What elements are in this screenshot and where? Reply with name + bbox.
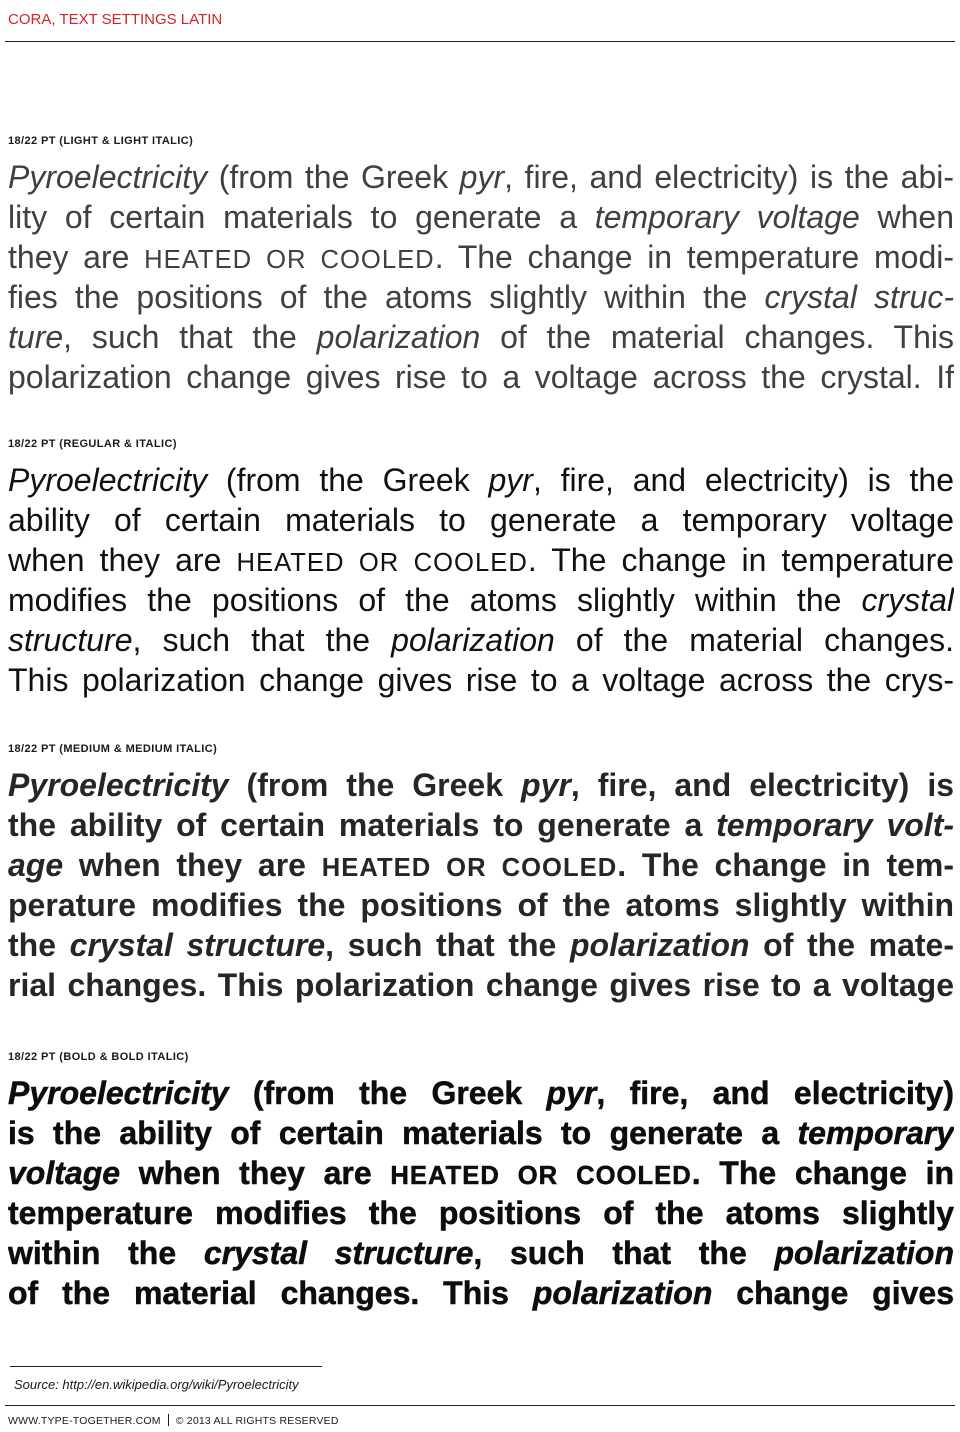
paragraph-line (8, 620, 954, 660)
text-run: is the ability of certain materials to generate a (8, 1115, 798, 1151)
small-caps-text: HEATED OR COOLED (321, 854, 618, 882)
italic-text: pyr (546, 1075, 597, 1111)
specimen-paragraph (8, 460, 954, 700)
italic-text: voltage (8, 1155, 121, 1191)
text-run: , such that the (473, 1235, 775, 1271)
specimen-label: 18/22 PT (BOLD & BOLD ITALIC) (8, 1051, 189, 1063)
paragraph-line (8, 765, 954, 805)
paragraph-line (8, 317, 954, 357)
text-run: . The change in (691, 1155, 954, 1191)
paragraph-line (8, 1073, 954, 1113)
italic-text: temporary voltage (594, 199, 860, 235)
paragraph-line (8, 965, 954, 1005)
paragraph-line (8, 1193, 954, 1233)
italic-text: polarization (532, 1275, 713, 1311)
paragraph-line (8, 540, 954, 580)
text-run: within the (8, 1235, 204, 1271)
text-run: (from the Greek (228, 1075, 547, 1111)
specimen-paragraph (8, 765, 954, 1005)
text-run: of the material changes. (554, 622, 954, 658)
text-run: when (859, 199, 954, 235)
text-run: , such that the (325, 927, 570, 963)
paragraph-line (8, 660, 954, 700)
paragraph-line (8, 357, 954, 397)
text-run: the ability of certain materials to generate a (8, 807, 717, 843)
text-run: when they are (63, 847, 322, 883)
text-run: , such that the (63, 319, 317, 355)
footer-copyright: © 2013 ALL RIGHTS RESERVED (175, 1415, 339, 1427)
text-run: when they are (8, 542, 237, 578)
text-run: polarization change gives rise to a voltage across the crystal. If (8, 359, 954, 395)
source-citation: Source: http://en.wikipedia.org/wiki/Pyroelectricity (14, 1377, 299, 1392)
italic-text: Pyroelectricity (8, 1075, 229, 1111)
small-caps-text: HEATED OR COOLED (236, 549, 528, 577)
italic-text: temporary (797, 1115, 954, 1151)
italic-text: Pyroelectricity (8, 462, 208, 498)
paragraph-line (8, 277, 954, 317)
text-run: ability of certain materials to generate a temporary voltage (8, 502, 954, 538)
text-run: , fire, and electricity) is the abi- (504, 159, 954, 195)
paragraph-line (8, 1113, 954, 1153)
page-title: CORA, TEXT SETTINGS LATIN (8, 11, 223, 28)
italic-text: crystal struc- (764, 279, 954, 315)
text-run: when they are (120, 1155, 391, 1191)
text-run: rial changes. This polarization change gives rise to a voltage (8, 967, 954, 1003)
italic-text: crystal structure (203, 1235, 474, 1271)
text-run: . The change in temperature (527, 542, 954, 578)
specimen-light (8, 133, 954, 397)
footer (8, 1413, 339, 1429)
text-run: lity of certain materials to generate a (8, 199, 595, 235)
paragraph-line (8, 805, 954, 845)
italic-text: pyr (459, 159, 505, 195)
paragraph-line (8, 845, 954, 885)
text-run: . The change in tem- (617, 847, 954, 883)
italic-text: pyr (488, 462, 533, 498)
paragraph-line (8, 1153, 954, 1193)
italic-text: ture (8, 319, 64, 355)
text-run: fies the positions of the atoms slightly within the (8, 279, 765, 315)
text-run: they are (8, 239, 145, 275)
small-caps-text: HEATED OR COOLED (390, 1162, 692, 1190)
italic-text: Pyroelectricity (8, 767, 229, 803)
specimen-paragraph (8, 157, 954, 397)
italic-text: crystal structure (69, 927, 326, 963)
text-run: of the material changes. This (8, 1275, 533, 1311)
specimen-paragraph (8, 1073, 954, 1313)
paragraph-line (8, 237, 954, 277)
italic-text: pyr (521, 767, 571, 803)
small-caps-text: HEATED OR COOLED (144, 246, 435, 274)
text-run: This polarization change gives rise to a voltage across the crys- (8, 662, 954, 698)
text-run: the (8, 927, 70, 963)
paragraph-line (8, 1233, 954, 1273)
footer-divider (168, 1414, 169, 1426)
text-run: (from the Greek (207, 462, 489, 498)
paragraph-line (8, 925, 954, 965)
italic-text: age (8, 847, 64, 883)
specimen-regular (8, 436, 954, 700)
paragraph-line (8, 885, 954, 925)
italic-text: polarization (774, 1235, 954, 1271)
footer-rule (5, 1405, 955, 1406)
italic-text: polarization (391, 622, 555, 658)
italic-text: structure (8, 622, 133, 658)
text-run: (from the Greek (207, 159, 460, 195)
italic-text: temporary volt- (716, 807, 954, 843)
italic-text: polarization (316, 319, 481, 355)
italic-text: polarization (569, 927, 750, 963)
text-run: . The change in temperature modi- (434, 239, 954, 275)
text-run: (from the Greek (228, 767, 522, 803)
specimen-label: 18/22 PT (LIGHT & LIGHT ITALIC) (8, 135, 194, 147)
paragraph-line (8, 1273, 954, 1313)
text-run: , fire, and electricity) (596, 1075, 954, 1111)
text-run: of the material changes. This (480, 319, 954, 355)
text-run: perature modifies the positions of the atoms slightly within (8, 887, 954, 923)
text-run: , fire, and electricity) is the (532, 462, 954, 498)
source-rule (10, 1366, 322, 1367)
text-run: of the mate- (749, 927, 954, 963)
footer-site: WWW.TYPE-TOGETHER.COM (8, 1415, 161, 1427)
paragraph-line (8, 580, 954, 620)
text-run: change gives (712, 1275, 954, 1311)
paragraph-line (8, 500, 954, 540)
text-run: temperature modifies the positions of the atoms slightly (8, 1195, 954, 1231)
italic-text: crystal (861, 582, 954, 618)
specimen-bold (8, 1049, 954, 1313)
text-run: modifies the positions of the atoms slightly within the (8, 582, 862, 618)
specimen-medium (8, 741, 954, 1005)
specimen-label: 18/22 PT (MEDIUM & MEDIUM ITALIC) (8, 743, 218, 755)
paragraph-line (8, 157, 954, 197)
specimen-label: 18/22 PT (REGULAR & ITALIC) (8, 438, 177, 450)
italic-text: Pyroelectricity (8, 159, 208, 195)
text-run: , fire, and electricity) is (570, 767, 954, 803)
paragraph-line (8, 460, 954, 500)
paragraph-line (8, 197, 954, 237)
text-run: , such that the (132, 622, 392, 658)
header-rule (5, 41, 955, 42)
